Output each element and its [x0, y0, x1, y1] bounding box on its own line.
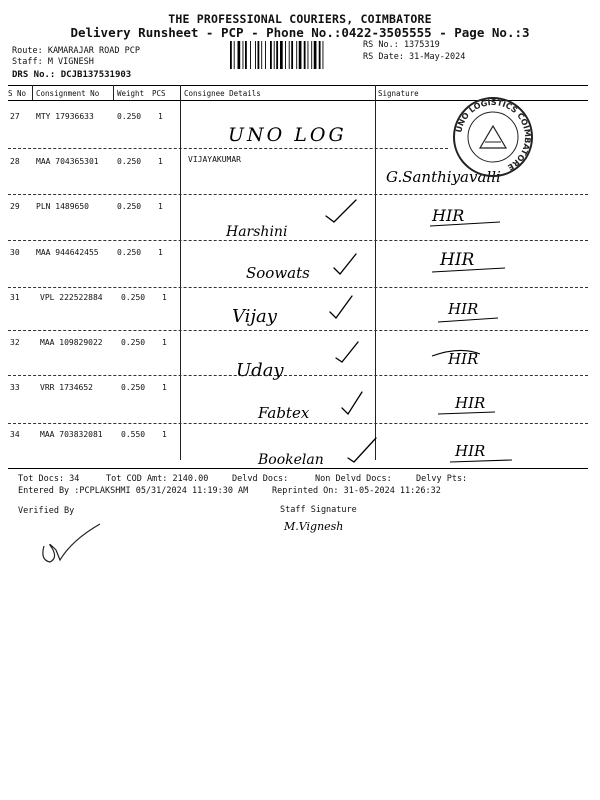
row-consignment: MAA 704365301 — [36, 157, 99, 166]
runsheet-title: Delivery Runsheet - PCP - Phone No.:0422-3505555 - Page No.:3 — [70, 25, 530, 40]
row-separator — [8, 423, 588, 424]
row-separator — [8, 330, 588, 331]
staff-signature-label: Staff Signature — [280, 505, 357, 515]
col-pcs: PCS — [152, 89, 166, 98]
tick-icon — [330, 296, 352, 318]
row-consignment: PLN 1489650 — [36, 202, 89, 211]
row-sno: 29 — [10, 202, 20, 211]
handwritten-signature: HIR — [440, 250, 475, 270]
row-weight: 0.250 — [121, 293, 146, 302]
row-consignment: VRR 1734652 — [40, 383, 93, 392]
handwritten-consignee: UNO LOG — [228, 124, 347, 146]
row-sno: 27 — [10, 112, 20, 121]
col-sno: S No — [8, 89, 27, 98]
reprinted-on: Reprinted On: 31-05-2024 11:26:32 — [272, 486, 441, 496]
row-sno: 28 — [10, 157, 20, 166]
handwritten-consignee: Soowats — [246, 264, 310, 282]
column-divider — [375, 85, 376, 460]
row-pcs: 1 — [162, 338, 167, 347]
total-docs: Tot Docs: 34 — [18, 474, 80, 484]
row-separator — [8, 375, 588, 376]
row-weight: 0.250 — [117, 157, 142, 166]
drs-number: DRS No.: DCJB137531903 — [12, 70, 132, 80]
row-weight: 0.250 — [121, 338, 146, 347]
handwritten-signature: HIR — [455, 442, 486, 460]
company-stamp — [452, 96, 534, 178]
rs-number: RS No.: 1375319 — [363, 40, 440, 50]
row-pcs: 1 — [162, 383, 167, 392]
column-divider — [32, 85, 33, 100]
row-consignment: VPL 222522884 — [40, 293, 103, 302]
row-pcs: 1 — [158, 202, 163, 211]
route-label: Route: KAMARAJAR ROAD PCP — [12, 46, 140, 56]
tick-icon — [348, 438, 376, 462]
row-sno: 30 — [10, 248, 20, 257]
row-consignment: MAA 109829022 — [40, 338, 103, 347]
non-delivered-docs: Non Delvd Docs: — [315, 474, 392, 484]
tick-icon — [334, 254, 356, 274]
handwritten-consignee: Uday — [236, 360, 284, 381]
handwritten-signature: HIR — [448, 350, 479, 368]
handwritten-consignee: Harshini — [226, 224, 288, 240]
handwritten-consignee: Vijay — [232, 306, 277, 327]
row-separator — [8, 240, 588, 241]
handwritten-signature: G.Santhiyavalli — [386, 168, 501, 186]
company-name: THE PROFESSIONAL COURIERS, COIMBATORE — [168, 12, 432, 26]
row-consignment: MTY 17936633 — [36, 112, 94, 121]
verified-by-label: Verified By — [18, 506, 75, 516]
row-sno: 34 — [10, 430, 20, 439]
row-weight: 0.250 — [117, 202, 142, 211]
row-sno: 33 — [10, 383, 20, 392]
row-weight: 0.250 — [121, 383, 146, 392]
svg-text:UNO LOGISTICS COIMBATORE: UNO LOGISTICS COIMBATORE — [454, 97, 533, 172]
entered-by: Entered By :PCPLAKSHMI 05/31/2024 11:19:30 AM — [18, 486, 249, 496]
tick-icon — [336, 342, 358, 362]
handwritten-signature: HIR — [455, 394, 486, 412]
row-sno: 32 — [10, 338, 20, 347]
col-consignment: Consignment No — [36, 89, 100, 98]
col-signature: Signature — [378, 89, 419, 98]
col-weight: Weight — [117, 89, 145, 98]
row-separator — [8, 194, 588, 195]
column-divider — [113, 85, 114, 100]
staff-handwritten-signature: M.Vignesh — [284, 520, 344, 533]
verifier-signature — [36, 520, 106, 570]
row-weight: 0.550 — [121, 430, 146, 439]
handwritten-signature: HIR — [448, 300, 479, 318]
row-weight: 0.250 — [117, 112, 142, 121]
row-pcs: 1 — [162, 293, 167, 302]
table-top-rule — [8, 85, 588, 86]
total-cod: Tot COD Amt: 2140.00 — [106, 474, 209, 484]
handwritten-consignee: Fabtex — [258, 404, 310, 422]
handwritten-consignee: Bookelan — [258, 452, 324, 468]
row-consignment: MAA 944642455 — [36, 248, 99, 257]
tick-icon — [326, 200, 356, 222]
col-consignee: Consignee Details — [184, 89, 261, 98]
column-divider — [180, 85, 181, 460]
rs-date: RS Date: 31-May-2024 — [363, 52, 466, 62]
handwritten-signature: HIR — [432, 206, 465, 225]
row-separator — [8, 287, 588, 288]
delivery-points: Delvy Pts: — [416, 474, 468, 484]
footer-rule — [8, 468, 588, 469]
row-consignee: VIJAYAKUMAR — [188, 155, 241, 164]
row-separator — [8, 148, 448, 149]
row-pcs: 1 — [158, 112, 163, 121]
row-pcs: 1 — [162, 430, 167, 439]
delivered-docs: Delvd Docs: — [232, 474, 289, 484]
row-pcs: 1 — [158, 248, 163, 257]
staff-label: Staff: M VIGNESH — [12, 57, 94, 67]
row-pcs: 1 — [158, 157, 163, 166]
row-weight: 0.250 — [117, 248, 142, 257]
row-sno: 31 — [10, 293, 20, 302]
barcode — [230, 41, 355, 69]
tick-icon — [342, 392, 362, 414]
row-consignment: MAA 703832081 — [40, 430, 103, 439]
